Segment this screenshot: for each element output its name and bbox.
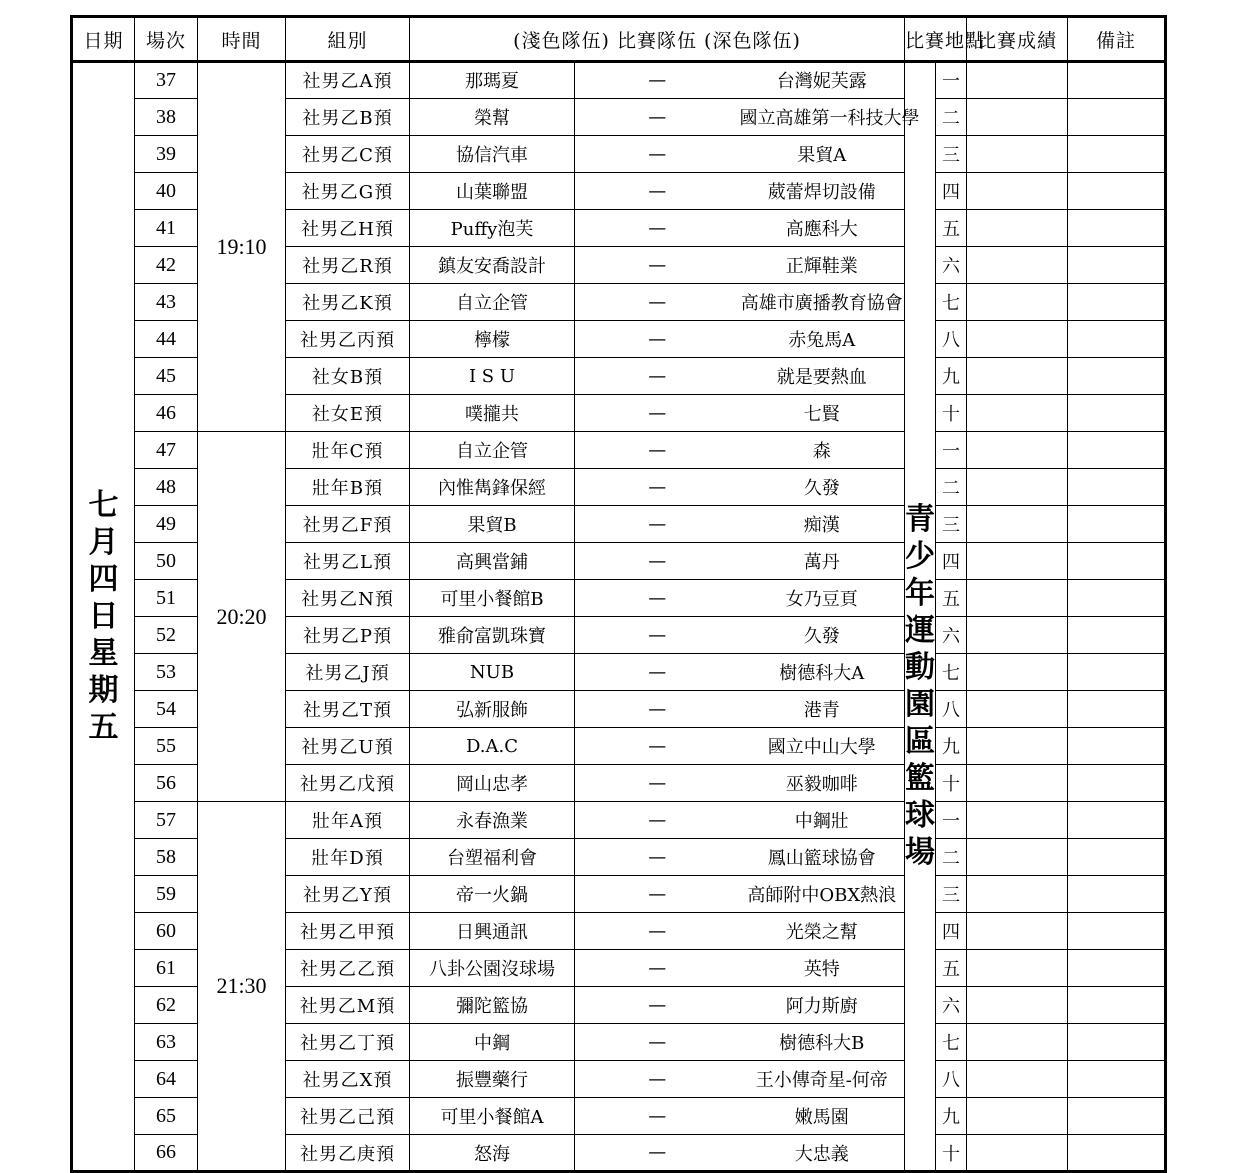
note-cell <box>1068 913 1166 950</box>
dark-team: 久發 <box>740 469 905 506</box>
date-char: 日 <box>88 598 119 634</box>
dark-team: 鳳山籃球協會 <box>740 839 905 876</box>
note-cell <box>1068 210 1166 247</box>
match-number: 52 <box>135 617 198 654</box>
match-number: 57 <box>135 802 198 839</box>
result-cell <box>967 950 1068 987</box>
result-cell <box>967 358 1068 395</box>
note-cell <box>1068 395 1166 432</box>
light-team: 中鋼 <box>410 1024 575 1061</box>
versus-dash: — <box>575 765 740 802</box>
result-cell <box>967 321 1068 358</box>
result-cell <box>967 765 1068 802</box>
date-char: 星 <box>88 635 119 671</box>
light-team: 台塑福利會 <box>410 839 575 876</box>
match-number: 56 <box>135 765 198 802</box>
dark-team: 嫩馬園 <box>740 1098 905 1135</box>
result-cell <box>967 617 1068 654</box>
court-number: 五 <box>936 210 967 247</box>
note-cell <box>1068 728 1166 765</box>
result-cell <box>967 432 1068 469</box>
result-cell <box>967 1135 1068 1172</box>
note-cell <box>1068 469 1166 506</box>
match-number: 61 <box>135 950 198 987</box>
dark-team: 久發 <box>740 617 905 654</box>
result-cell <box>967 987 1068 1024</box>
date-char: 期 <box>88 672 119 708</box>
note-cell <box>1068 284 1166 321</box>
note-cell <box>1068 617 1166 654</box>
schedule-sheet <box>70 15 1167 1170</box>
result-cell <box>967 247 1068 284</box>
light-team: 鎮友安喬設計 <box>410 247 575 284</box>
venue-char: 運 <box>905 613 935 648</box>
match-number: 45 <box>135 358 198 395</box>
match-number: 66 <box>135 1135 198 1172</box>
light-team: NUB <box>410 654 575 691</box>
group-cell: 社女E預 <box>286 395 410 432</box>
dark-team: 樹德科大A <box>740 654 905 691</box>
group-cell: 社男乙T預 <box>286 691 410 728</box>
light-team: 永春漁業 <box>410 802 575 839</box>
light-team: 日興通訊 <box>410 913 575 950</box>
table-header <box>72 17 1166 62</box>
court-number: 六 <box>936 987 967 1024</box>
header-result: 比賽成績 <box>967 17 1068 62</box>
match-number: 37 <box>135 62 198 99</box>
result-cell <box>967 728 1068 765</box>
light-team: 可里小餐館A <box>410 1098 575 1135</box>
venue-vertical-text <box>905 361 935 871</box>
group-cell: 社男乙B預 <box>286 99 410 136</box>
venue-char: 青 <box>905 502 935 537</box>
versus-dash: — <box>575 617 740 654</box>
match-number: 46 <box>135 395 198 432</box>
note-cell <box>1068 1135 1166 1172</box>
table-row <box>72 432 1166 469</box>
dark-team: 大忠義 <box>740 1135 905 1172</box>
court-number: 十 <box>936 395 967 432</box>
note-cell <box>1068 580 1166 617</box>
versus-dash: — <box>575 1024 740 1061</box>
light-team: 雅俞富凱珠寶 <box>410 617 575 654</box>
light-team: 內惟雋鋒保經 <box>410 469 575 506</box>
header-note: 備註 <box>1068 17 1166 62</box>
match-number: 42 <box>135 247 198 284</box>
result-cell <box>967 691 1068 728</box>
dark-team: 正輝鞋業 <box>740 247 905 284</box>
court-number: 八 <box>936 691 967 728</box>
dark-team: 高應科大 <box>740 210 905 247</box>
light-team: 八卦公園沒球場 <box>410 950 575 987</box>
light-team: 怒海 <box>410 1135 575 1172</box>
group-cell: 壯年D預 <box>286 839 410 876</box>
light-team: I S U <box>410 358 575 395</box>
court-number: 八 <box>936 1061 967 1098</box>
venue-char: 動 <box>905 650 935 685</box>
note-cell <box>1068 506 1166 543</box>
match-number: 48 <box>135 469 198 506</box>
dark-team: 國立中山大學 <box>740 728 905 765</box>
court-number: 七 <box>936 1024 967 1061</box>
result-cell <box>967 1061 1068 1098</box>
note-cell <box>1068 1061 1166 1098</box>
court-number: 七 <box>936 284 967 321</box>
result-cell <box>967 1098 1068 1135</box>
note-cell <box>1068 1098 1166 1135</box>
venue-char: 場 <box>905 835 935 870</box>
versus-dash: — <box>575 469 740 506</box>
court-number: 六 <box>936 247 967 284</box>
note-cell <box>1068 987 1166 1024</box>
result-cell <box>967 1024 1068 1061</box>
time-cell: 21:30 <box>198 802 286 1172</box>
court-number: 六 <box>936 617 967 654</box>
versus-dash: — <box>575 839 740 876</box>
versus-dash: — <box>575 728 740 765</box>
court-number: 一 <box>936 432 967 469</box>
light-team: 彌陀籃協 <box>410 987 575 1024</box>
match-number: 54 <box>135 691 198 728</box>
match-number: 65 <box>135 1098 198 1135</box>
light-team: D.A.C <box>410 728 575 765</box>
table-body <box>72 62 1166 1172</box>
note-cell <box>1068 839 1166 876</box>
result-cell <box>967 284 1068 321</box>
group-cell: 社男乙H預 <box>286 210 410 247</box>
note-cell <box>1068 802 1166 839</box>
group-cell: 社男乙己預 <box>286 1098 410 1135</box>
venue-char: 年 <box>905 576 935 611</box>
dark-team: 高師附中OBX熱浪 <box>740 876 905 913</box>
match-number: 59 <box>135 876 198 913</box>
court-number: 一 <box>936 802 967 839</box>
versus-dash: — <box>575 987 740 1024</box>
versus-dash: — <box>575 247 740 284</box>
date-char: 四 <box>88 561 119 597</box>
note-cell <box>1068 543 1166 580</box>
note-cell <box>1068 321 1166 358</box>
court-number: 三 <box>936 876 967 913</box>
date-char: 月 <box>88 524 119 560</box>
match-number: 58 <box>135 839 198 876</box>
note-cell <box>1068 99 1166 136</box>
versus-dash: — <box>575 876 740 913</box>
versus-dash: — <box>575 654 740 691</box>
group-cell: 社男乙乙預 <box>286 950 410 987</box>
light-team: Puffy泡芙 <box>410 210 575 247</box>
venue-char: 籃 <box>905 761 935 796</box>
result-cell <box>967 876 1068 913</box>
group-cell: 社男乙K預 <box>286 284 410 321</box>
group-cell: 社男乙丙預 <box>286 321 410 358</box>
group-cell: 社男乙U預 <box>286 728 410 765</box>
match-number: 53 <box>135 654 198 691</box>
court-number: 十 <box>936 1135 967 1172</box>
court-number: 二 <box>936 99 967 136</box>
dark-team: 七賢 <box>740 395 905 432</box>
versus-dash: — <box>575 506 740 543</box>
versus-dash: — <box>575 321 740 358</box>
dark-team: 痴漢 <box>740 506 905 543</box>
result-cell <box>967 802 1068 839</box>
venue-char: 園 <box>905 687 935 722</box>
match-number: 49 <box>135 506 198 543</box>
court-number: 九 <box>936 728 967 765</box>
note-cell <box>1068 765 1166 802</box>
result-cell <box>967 506 1068 543</box>
dark-team: 赤兔馬A <box>740 321 905 358</box>
note-cell <box>1068 432 1166 469</box>
date-char: 七 <box>88 487 119 523</box>
court-number: 一 <box>936 62 967 99</box>
group-cell: 社男乙X預 <box>286 1061 410 1098</box>
versus-dash: — <box>575 580 740 617</box>
note-cell <box>1068 950 1166 987</box>
venue-cell <box>905 62 936 1172</box>
result-cell <box>967 839 1068 876</box>
versus-dash: — <box>575 543 740 580</box>
date-vertical-text <box>73 487 134 746</box>
dark-team: 王小傳奇星-何帝 <box>740 1061 905 1098</box>
versus-dash: — <box>575 99 740 136</box>
header-time: 時間 <box>198 17 286 62</box>
light-team: 協信汽車 <box>410 136 575 173</box>
venue-char: 球 <box>905 798 935 833</box>
group-cell: 社男乙N預 <box>286 580 410 617</box>
note-cell <box>1068 876 1166 913</box>
match-number: 39 <box>135 136 198 173</box>
group-cell: 社男乙庚預 <box>286 1135 410 1172</box>
light-team: 岡山忠孝 <box>410 765 575 802</box>
dark-team: 女乃豆頁 <box>740 580 905 617</box>
dark-team: 巫毅咖啡 <box>740 765 905 802</box>
time-cell: 20:20 <box>198 432 286 802</box>
versus-dash: — <box>575 432 740 469</box>
group-cell: 社男乙戊預 <box>286 765 410 802</box>
match-number: 44 <box>135 321 198 358</box>
header-venue: 比賽地點 <box>905 17 967 62</box>
dark-team: 就是要熱血 <box>740 358 905 395</box>
court-number: 八 <box>936 321 967 358</box>
dark-team: 葳蕾焊切設備 <box>740 173 905 210</box>
group-cell: 社男乙J預 <box>286 654 410 691</box>
result-cell <box>967 654 1068 691</box>
light-team: 振豐藥行 <box>410 1061 575 1098</box>
header-match-no: 場次 <box>135 17 198 62</box>
court-number: 七 <box>936 654 967 691</box>
match-number: 43 <box>135 284 198 321</box>
match-number: 60 <box>135 913 198 950</box>
dark-team: 光榮之幫 <box>740 913 905 950</box>
result-cell <box>967 395 1068 432</box>
versus-dash: — <box>575 284 740 321</box>
versus-dash: — <box>575 210 740 247</box>
date-cell <box>72 62 135 1172</box>
light-team: 高興當鋪 <box>410 543 575 580</box>
note-cell <box>1068 173 1166 210</box>
venue-char: 區 <box>905 724 935 759</box>
table-row <box>72 802 1166 839</box>
header-row <box>72 17 1166 62</box>
result-cell <box>967 62 1068 99</box>
light-team: 山葉聯盟 <box>410 173 575 210</box>
court-number: 四 <box>936 173 967 210</box>
result-cell <box>967 580 1068 617</box>
note-cell <box>1068 62 1166 99</box>
light-team: 帝一火鍋 <box>410 876 575 913</box>
result-cell <box>967 210 1068 247</box>
match-number: 55 <box>135 728 198 765</box>
dark-team: 國立高雄第一科技大學 <box>740 99 905 136</box>
match-number: 63 <box>135 1024 198 1061</box>
dark-team: 台灣妮芙露 <box>740 62 905 99</box>
court-number: 五 <box>936 580 967 617</box>
match-number: 47 <box>135 432 198 469</box>
result-cell <box>967 136 1068 173</box>
versus-dash: — <box>575 802 740 839</box>
court-number: 十 <box>936 765 967 802</box>
group-cell: 社男乙甲預 <box>286 913 410 950</box>
header-group: 組別 <box>286 17 410 62</box>
match-number: 62 <box>135 987 198 1024</box>
note-cell <box>1068 247 1166 284</box>
dark-team: 中鋼壯 <box>740 802 905 839</box>
match-number: 50 <box>135 543 198 580</box>
court-number: 三 <box>936 506 967 543</box>
group-cell: 社男乙丁預 <box>286 1024 410 1061</box>
header-teams: (淺色隊伍) 比賽隊伍 (深色隊伍) <box>410 17 905 62</box>
versus-dash: — <box>575 136 740 173</box>
result-cell <box>967 913 1068 950</box>
result-cell <box>967 543 1068 580</box>
light-team: 自立企管 <box>410 284 575 321</box>
group-cell: 社男乙G預 <box>286 173 410 210</box>
court-number: 九 <box>936 1098 967 1135</box>
dark-team: 高雄市廣播教育協會 <box>740 284 905 321</box>
court-number: 五 <box>936 950 967 987</box>
note-cell <box>1068 1024 1166 1061</box>
light-team: 弘新服飾 <box>410 691 575 728</box>
versus-dash: — <box>575 1061 740 1098</box>
group-cell: 社男乙R預 <box>286 247 410 284</box>
note-cell <box>1068 654 1166 691</box>
group-cell: 壯年B預 <box>286 469 410 506</box>
versus-dash: — <box>575 913 740 950</box>
match-number: 40 <box>135 173 198 210</box>
court-number: 二 <box>936 469 967 506</box>
match-schedule-table <box>70 15 1167 1173</box>
light-team: 可里小餐館B <box>410 580 575 617</box>
result-cell <box>967 99 1068 136</box>
match-number: 64 <box>135 1061 198 1098</box>
group-cell: 壯年A預 <box>286 802 410 839</box>
light-team: 噗攏共 <box>410 395 575 432</box>
dark-team: 樹德科大B <box>740 1024 905 1061</box>
result-cell <box>967 173 1068 210</box>
versus-dash: — <box>575 950 740 987</box>
venue-char: 少 <box>905 539 935 574</box>
light-team: 那瑪夏 <box>410 62 575 99</box>
versus-dash: — <box>575 358 740 395</box>
match-number: 51 <box>135 580 198 617</box>
note-cell <box>1068 358 1166 395</box>
result-cell <box>967 469 1068 506</box>
date-char: 五 <box>88 709 119 745</box>
versus-dash: — <box>575 173 740 210</box>
versus-dash: — <box>575 395 740 432</box>
court-number: 四 <box>936 913 967 950</box>
court-number: 三 <box>936 136 967 173</box>
light-team: 自立企管 <box>410 432 575 469</box>
versus-dash: — <box>575 62 740 99</box>
header-date: 日期 <box>72 17 135 62</box>
match-number: 41 <box>135 210 198 247</box>
group-cell: 社男乙F預 <box>286 506 410 543</box>
light-team: 榮幫 <box>410 99 575 136</box>
light-team: 檸檬 <box>410 321 575 358</box>
versus-dash: — <box>575 1098 740 1135</box>
group-cell: 社男乙L預 <box>286 543 410 580</box>
group-cell: 社男乙P預 <box>286 617 410 654</box>
light-team: 果貿B <box>410 506 575 543</box>
versus-dash: — <box>575 691 740 728</box>
time-cell: 19:10 <box>198 62 286 432</box>
dark-team: 英特 <box>740 950 905 987</box>
dark-team: 萬丹 <box>740 543 905 580</box>
dark-team: 阿力斯廚 <box>740 987 905 1024</box>
group-cell: 社男乙M預 <box>286 987 410 1024</box>
match-number: 38 <box>135 99 198 136</box>
group-cell: 社男乙A預 <box>286 62 410 99</box>
table-row <box>72 62 1166 99</box>
note-cell <box>1068 691 1166 728</box>
court-number: 九 <box>936 358 967 395</box>
dark-team: 森 <box>740 432 905 469</box>
note-cell <box>1068 136 1166 173</box>
group-cell: 壯年C預 <box>286 432 410 469</box>
group-cell: 社男乙C預 <box>286 136 410 173</box>
dark-team: 果貿A <box>740 136 905 173</box>
group-cell: 社男乙Y預 <box>286 876 410 913</box>
court-number: 四 <box>936 543 967 580</box>
dark-team: 港青 <box>740 691 905 728</box>
group-cell: 社女B預 <box>286 358 410 395</box>
court-number: 二 <box>936 839 967 876</box>
versus-dash: — <box>575 1135 740 1172</box>
